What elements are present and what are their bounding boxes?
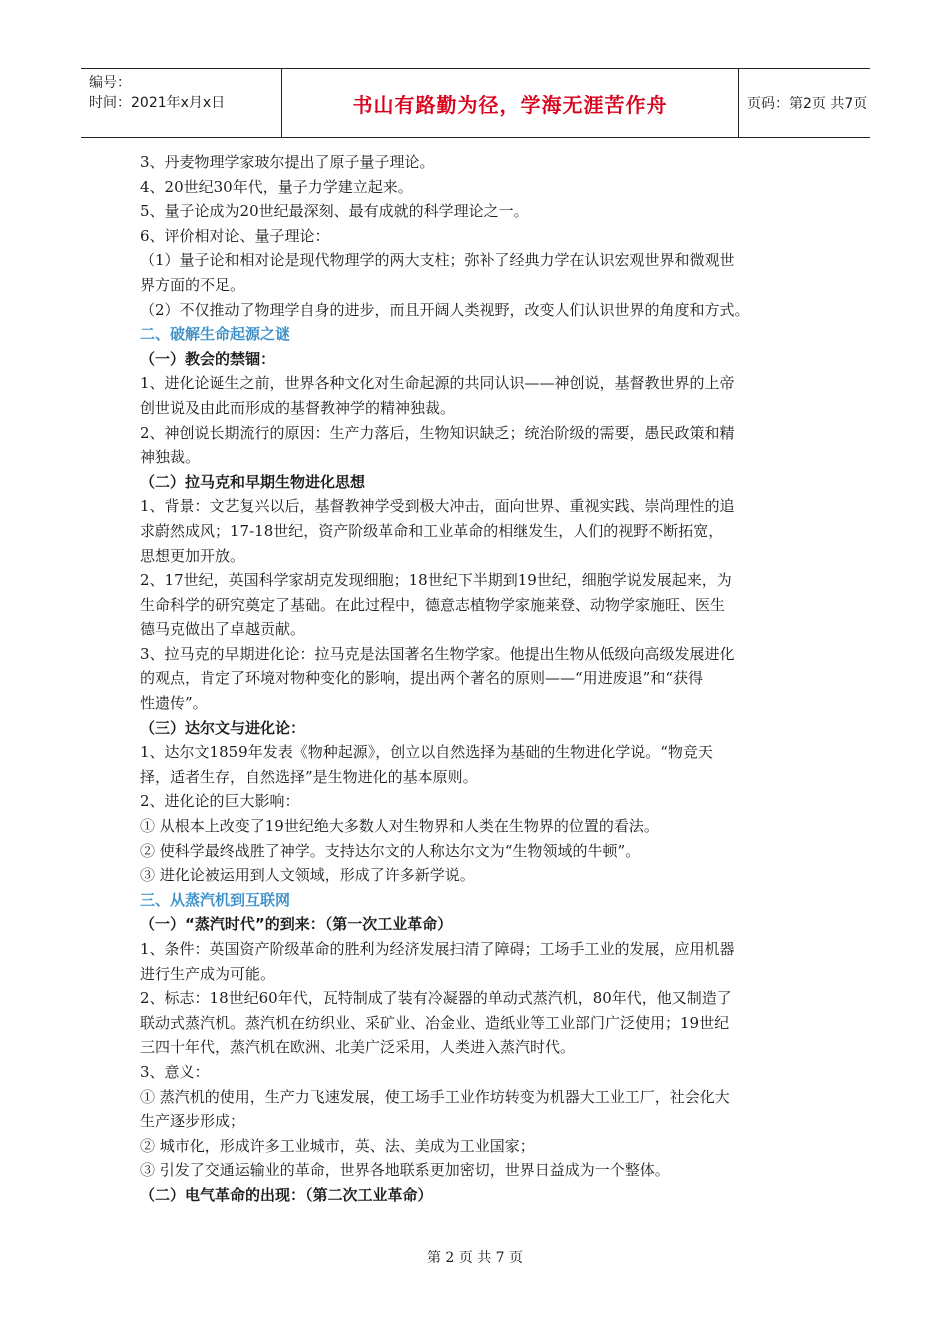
paragraph-line: 神独裁。 bbox=[140, 448, 201, 467]
header-meta bbox=[81, 69, 282, 137]
subsection-heading: （一）教会的禁锢： bbox=[140, 349, 276, 368]
paragraph-line: 2、标志：18世纪60年代，瓦特制成了装有冷凝器的单动式蒸汽机，80年代，他又制造了 bbox=[140, 989, 732, 1008]
paragraph-line: 1、达尔文1859年发表《物种起源》，创立以自然选择为基础的生物进化学说。“物竞天 bbox=[140, 743, 713, 762]
paragraph-line: 三四十年代，蒸汽机在欧洲、北美广泛采用，人类进入蒸汽时代。 bbox=[140, 1038, 576, 1057]
paragraph-line: 2、神创说长期流行的原因：生产力落后，生物知识缺乏；统治阶级的需要，愚民政策和精 bbox=[140, 423, 735, 442]
doc-time-label: 时间：2021年x月x日 bbox=[89, 95, 226, 111]
paragraph-line: 3、丹麦物理学家玻尔提出了原子量子理论。 bbox=[140, 153, 435, 171]
paragraph-line: 德马克做出了卓越贡献。 bbox=[140, 620, 306, 639]
section-heading: 二、破解生命起源之谜 bbox=[140, 325, 291, 344]
header-motto-cell bbox=[282, 69, 739, 137]
paragraph-line: 2、17世纪，英国科学家胡克发现细胞；18世纪下半期到19世纪，细胞学说发展起来，为 bbox=[140, 571, 732, 590]
paragraph-line: 的观点，肯定了环境对物种变化的影响，提出两个著名的原则——“用进废退”和“获得 bbox=[140, 669, 704, 688]
header-page-cell bbox=[739, 69, 870, 137]
paragraph-line: 性遗传”。 bbox=[140, 694, 208, 713]
paragraph-line: 1、条件：英国资产阶级革命的胜利为经济发展扫清了障碍；工场手工业的发展，应用机器 bbox=[140, 940, 735, 958]
paragraph-line: ① 蒸汽机的使用，生产力飞速发展，使工场手工业作坊转变为机器大工业工厂，社会化大 bbox=[140, 1087, 730, 1106]
paragraph-line: ③ 进化论被运用到人文领域，形成了许多新学说。 bbox=[140, 866, 475, 885]
paragraph-line: 求蔚然成风；17-18世纪，资产阶级革命和工业革命的相继发生，人们的视野不断拓宽， bbox=[140, 521, 724, 540]
paragraph-line: 1、背景：文艺复兴以后，基督教神学受到极大冲击，面向世界、重视实践、崇尚理性的追 bbox=[140, 497, 735, 516]
paragraph-line: 2、进化论的巨大影响： bbox=[140, 792, 300, 811]
header-motto: 书山有路勤为径，学海无涯苦作舟 bbox=[352, 92, 668, 117]
page-footer: 第 2 页 共 7 页 bbox=[426, 1250, 524, 1266]
paragraph-line: 创世说及由此而形成的基督教神学的精神独裁。 bbox=[140, 398, 456, 417]
paragraph-line: 3、意义： bbox=[140, 1062, 210, 1081]
paragraph-line: ③ 引发了交通运输业的革命，世界各地联系更加密切，世界日益成为一个整体。 bbox=[140, 1161, 670, 1180]
paragraph-line: 生产逐步形成； bbox=[140, 1112, 246, 1131]
paragraph-line: 1、进化论诞生之前，世界各种文化对生命起源的共同认识——神创说，基督教世界的上帝 bbox=[140, 374, 735, 393]
paragraph-line: 进行生产成为可能。 bbox=[140, 964, 276, 983]
subsection-heading: （一）“蒸汽时代”的到来：（第一次工业革命） bbox=[140, 915, 453, 934]
paragraph-line: 生命科学的研究奠定了基础。在此过程中，德意志植物学家施莱登、动物学家施旺、医生 bbox=[140, 595, 726, 614]
subsection-heading: （二）拉马克和早期生物进化思想 bbox=[140, 472, 366, 491]
paragraph-line: （2）不仅推动了物理学自身的进步，而且开阔人类视野，改变人们认识世界的角度和方式。 bbox=[140, 300, 750, 319]
paragraph-line: 3、拉马克的早期进化论：拉马克是法国著名生物学家。他提出生物从低级向高级发展进化 bbox=[140, 644, 735, 663]
paragraph-line: ② 使科学最终战胜了神学。支持达尔文的人称达尔文为“生物领域的牛顿”。 bbox=[140, 841, 641, 860]
paragraph-line: 6、评价相对论、量子理论： bbox=[140, 226, 330, 245]
subsection-heading: （二）电气革命的出现：（第二次工业革命） bbox=[140, 1185, 433, 1204]
paragraph-line: 思想更加开放。 bbox=[140, 546, 246, 565]
header-page-number: 页码：第2页 共7页 bbox=[747, 96, 868, 112]
paragraph-line: （1）量子论和相对论是现代物理学的两大支柱；弥补了经典力学在认识宏观世界和微观世 bbox=[140, 251, 735, 270]
paragraph-line: ① 从根本上改变了19世纪绝大多数人对生物界和人类在生物界的位置的看法。 bbox=[140, 817, 659, 836]
paragraph-line: 择，适者生存，自然选择”是生物进化的基本原则。 bbox=[140, 767, 478, 786]
paragraph-line: 4、20世纪30年代，量子力学建立起来。 bbox=[140, 177, 413, 196]
page-header bbox=[81, 68, 870, 138]
subsection-heading: （三）达尔文与进化论： bbox=[140, 718, 306, 737]
paragraph-line: 联动式蒸汽机。蒸汽机在纺织业、采矿业、冶金业、造纸业等工业部门广泛使用；19世纪 bbox=[140, 1013, 730, 1032]
section-heading: 三、从蒸汽机到互联网 bbox=[140, 890, 291, 909]
paragraph-line: 5、量子论成为20世纪最深刻、最有成就的科学理论之一。 bbox=[140, 202, 529, 221]
paragraph-line: ② 城市化，形成许多工业城市，英、法、美成为工业国家； bbox=[140, 1136, 535, 1155]
doc-number-label: 编号： bbox=[89, 75, 131, 91]
document-body bbox=[140, 150, 820, 1208]
paragraph-line: 界方面的不足。 bbox=[140, 275, 246, 294]
